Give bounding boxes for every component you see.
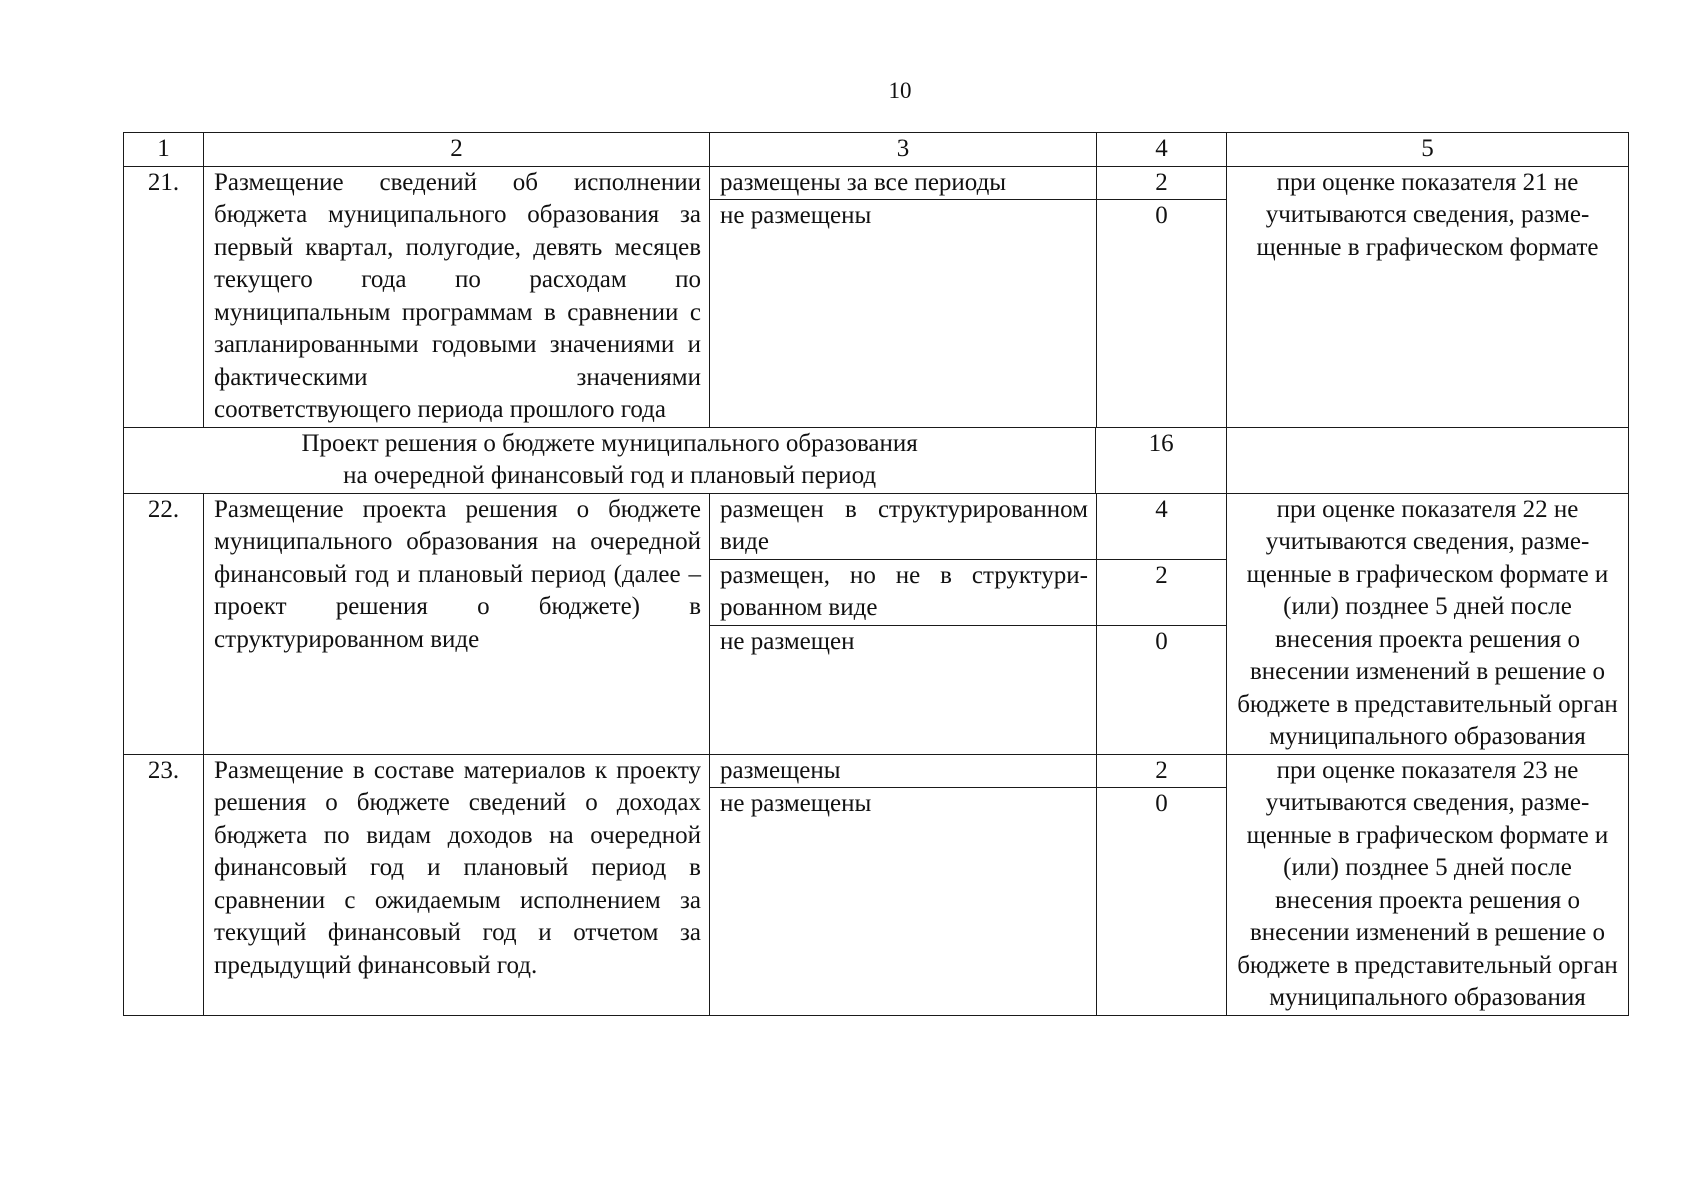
score-value: 2	[1097, 167, 1226, 201]
column-header: 2	[204, 133, 710, 167]
score-value: 0	[1155, 627, 1168, 655]
indicator-description: Размещение в составе материалов к проекту решения о бюджете сведений о доходах бюджета по видам доходов на очередной финансовый год и плановый период в сравнении с ожидаемым исполнением за текущий финансовый год и отчетом за предыдущий финансовый год.	[204, 754, 710, 1015]
indicator-note: при оценке показателя 23 не учитываются сведения, размещенные в графическом формате и (или) позднее 5 дней после внесения проекта решения о внесении изменений в решение о бюджете в представительный орган муниципального образования	[1227, 754, 1629, 1015]
score-value: 0	[1155, 790, 1168, 817]
indicator-description: Размещение проекта решения о бюджете муниципального образования на очередной финансовый год и плановый период (далее – проект решения о бюджете) в структурированном виде	[204, 493, 710, 754]
section-title-line: Проект решения о бюджете муниципального образования	[301, 429, 918, 457]
score-value: 2	[1097, 560, 1226, 626]
score-cell	[1097, 166, 1227, 427]
section-title-line: на очередной финансовый год и плановый период	[343, 462, 877, 489]
table-row	[124, 493, 1629, 754]
column-header: 3	[710, 133, 1097, 167]
row-number: 23.	[124, 754, 204, 1015]
criterion-option: размещен, но не в структурированном виде	[710, 560, 1096, 626]
indicators-table	[123, 132, 1629, 1016]
criteria-cell	[710, 166, 1097, 427]
indicator-note: при оценке показателя 22 не учитываются сведения, размещенные в графическом формате и (или) позднее 5 дней после внесения проекта решения о внесении изменений в решение о бюджете в представительный орган муниципального образования	[1227, 493, 1629, 754]
row-number: 22.	[124, 493, 204, 754]
criterion-option: не размещены	[720, 790, 872, 817]
table-row	[124, 166, 1629, 427]
criterion-option: не размещен	[720, 627, 855, 655]
page-number: 10	[888, 78, 912, 103]
section-title	[124, 427, 1227, 493]
row-number: 21.	[124, 166, 204, 427]
section-score: 16	[1095, 428, 1226, 493]
table-row	[124, 754, 1629, 1015]
column-header: 5	[1227, 133, 1629, 167]
score-cell	[1097, 754, 1227, 1015]
criterion-option: не размещены	[720, 202, 872, 229]
score-value: 4	[1097, 494, 1226, 560]
criteria-cell	[710, 754, 1097, 1015]
indicator-note: при оценке показателя 21 не учитываются сведения, размещенные в графическом формате	[1227, 166, 1629, 427]
column-header: 1	[124, 133, 204, 167]
section-note	[1227, 427, 1629, 493]
indicator-description: Размещение сведений об исполнении бюджета муниципального образования за первый квартал, полугодие, девять месяцев текущего года по расходам по муниципальным программам в сравнении с запланированными годовыми значениями и фактическими значениями соответствующего периода прошлого года	[204, 166, 710, 427]
criteria-cell	[710, 493, 1097, 754]
criterion-option: размещен в структурированном виде	[710, 494, 1096, 560]
score-value: 0	[1155, 202, 1168, 229]
score-cell	[1097, 493, 1227, 754]
column-header: 4	[1097, 133, 1227, 167]
table-header-row	[124, 133, 1629, 167]
score-value: 2	[1097, 755, 1226, 789]
criterion-option: размещены	[710, 755, 1096, 789]
criterion-option: размещены за все периоды	[710, 167, 1096, 201]
section-row	[124, 427, 1629, 493]
